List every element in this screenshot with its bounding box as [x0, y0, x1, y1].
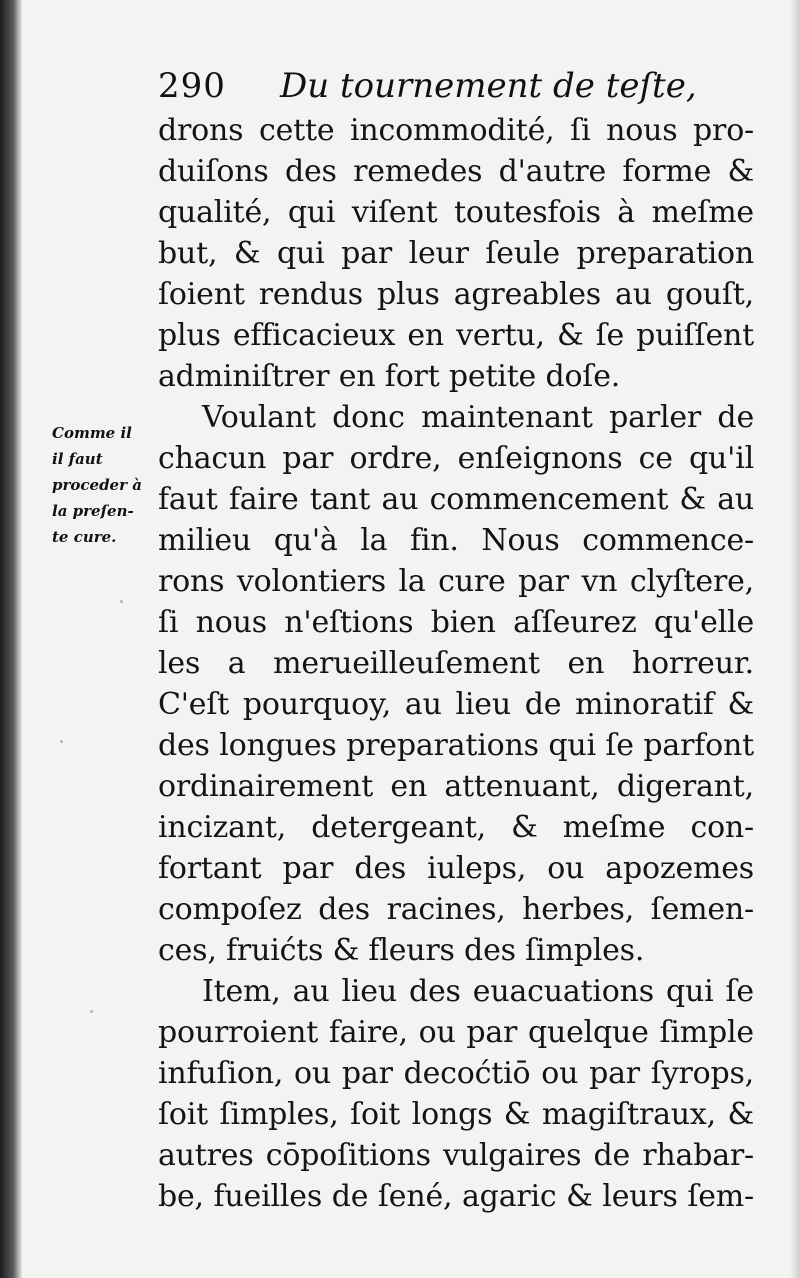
paper-speck	[90, 1010, 93, 1013]
text-line: ſoit ſimples, ſoit longs & magiſtraux, &	[158, 1097, 754, 1132]
text-line: duiſons des remedes d'autre forme &	[158, 154, 754, 189]
paper-speck	[60, 740, 63, 743]
text-line: ces, fruićts & fleurs des ſimples.	[158, 933, 645, 968]
running-title: Du tournement de teſte,	[280, 66, 697, 106]
margin-note-line: il faut	[52, 450, 103, 468]
text-line: qualité, qui viſent toutesfois à meſme	[158, 195, 754, 230]
text-line: adminiſtrer en fort petite doſe.	[158, 359, 621, 394]
text-line: faut faire tant au commencement & au	[158, 482, 754, 517]
text-line: milieu qu'à la fin. Nous commence-	[158, 523, 754, 558]
text-line: C'eſt pourquoy, au lieu de minoratif &	[158, 687, 754, 722]
text-line: des longues preparations qui ſe parfont	[158, 728, 754, 763]
text-line: be, fueilles de ſené, agaric & leurs ſem-	[158, 1179, 754, 1214]
text-line: fortant par des iuleps, ou apozemes	[158, 851, 754, 886]
page-gutter-shadow	[0, 0, 22, 1278]
body-text	[158, 110, 754, 1217]
margin-note	[52, 420, 156, 550]
margin-note-line: proceder à	[52, 476, 142, 494]
text-line: incizant, detergeant, & meſme con-	[158, 810, 754, 845]
text-line: but, & qui par leur ſeule preparation	[158, 236, 754, 271]
text-line: chacun par ordre, enſeignons ce qu'il	[158, 441, 754, 476]
text-line: infuſion, ou par decoćtiō ou par ſyrops,	[158, 1056, 754, 1091]
page-number: 290	[158, 66, 226, 106]
text-line: ſi nous n'eſtions bien aſſeurez qu'elle	[158, 605, 754, 640]
text-line: drons cette incommodité, ſi nous pro-	[158, 113, 754, 148]
page-edge	[790, 0, 800, 1278]
text-line: les a merueilleuſement en horreur.	[158, 646, 754, 681]
text-line: autres cōpoſitions vulgaires de rhabar-	[158, 1138, 754, 1173]
margin-note-line: la preſen-	[52, 502, 134, 520]
paper-speck	[120, 600, 123, 603]
text-line: compoſez des racines, herbes, ſemen-	[158, 892, 754, 927]
text-line: plus efficacieux en vertu, & ſe puiſſent	[158, 318, 754, 353]
text-line: Item, au lieu des euacuations qui ſe	[202, 974, 754, 1009]
text-line: ſoient rendus plus agreables au gouſt,	[158, 277, 754, 312]
margin-note-line: Comme il	[52, 424, 132, 442]
text-line: ordinairement en attenuant, digerant,	[158, 769, 754, 804]
page-header	[158, 66, 758, 106]
margin-note-line: te cure.	[52, 528, 117, 546]
text-line: Voulant donc maintenant parler de	[202, 400, 754, 435]
text-line: pourroient faire, ou par quelque ſimple	[158, 1015, 754, 1050]
text-line: rons volontiers la cure par vn clyſtere,	[158, 564, 754, 599]
